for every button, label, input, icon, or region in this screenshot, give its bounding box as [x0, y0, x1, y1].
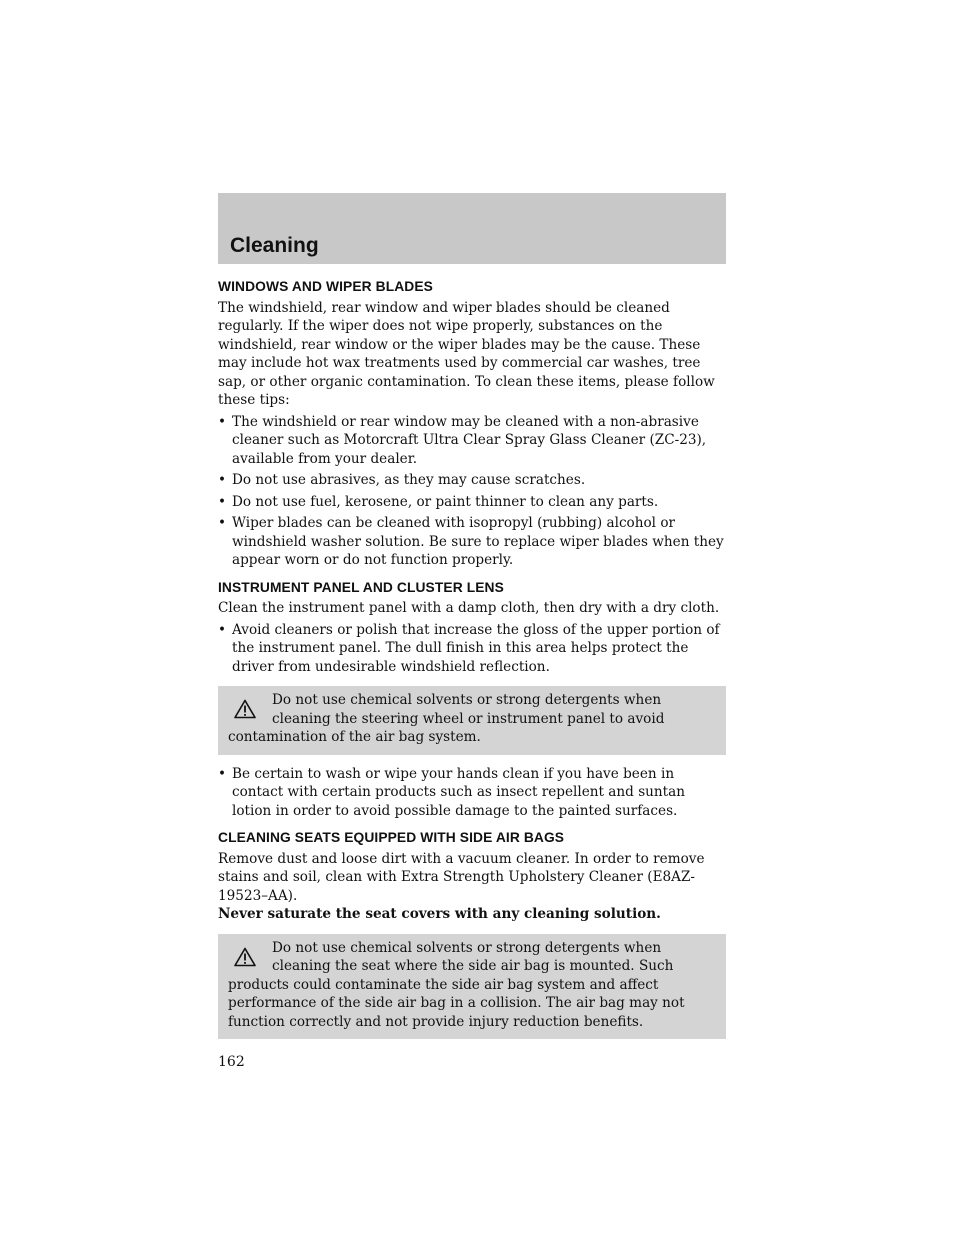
section-intro-windows: The windshield, rear window and wiper blades should be cleaned regularly. If the wiper does not wipe properly, substances on the windshield, rear window or the wiper blades may be the cause. These may include hot wax treatments used by commercial car washes, tree sap, or other organic contamination. To clean these items, please follow these tips: — [218, 299, 715, 408]
chapter-header — [218, 193, 726, 264]
list-item-text: Wiper blades can be cleaned with isopropyl (rubbing) alcohol or windshield washer solution. Be sure to replace wiper blades when they appear worn or do not function properly. — [232, 515, 724, 568]
tips-list-instrument-panel — [218, 621, 726, 677]
section-intro-instrument-panel: Clean the instrument panel with a damp cloth, then dry with a dry cloth. — [218, 600, 720, 616]
tips-list-windows — [218, 413, 726, 570]
bold-note-seats: Never saturate the seat covers with any cleaning solution. — [218, 906, 661, 922]
page-number: 162 — [218, 1054, 245, 1070]
section-intro-seats: Remove dust and loose dirt with a vacuum cleaner. In order to remove stains and soil, clean with Extra Strength Upholstery Cleaner (E8AZ-19523–AA). — [218, 850, 705, 904]
page-content — [218, 264, 726, 1072]
warning-text: Do not use chemical solvents or strong detergents when cleaning the steering wheel or instrument panel to avoid contamination of the air bag system. — [228, 692, 665, 745]
warning-triangle-icon — [234, 699, 256, 719]
manual-page — [218, 193, 726, 1072]
warning-triangle-icon — [234, 947, 256, 967]
list-item — [218, 413, 726, 469]
tips-list-instrument-panel-after — [218, 765, 726, 821]
warning-box-instrument-panel — [218, 686, 726, 755]
list-item — [218, 493, 726, 512]
list-item — [218, 621, 726, 677]
bullet-icon: • — [218, 621, 227, 638]
list-item-text: The windshield or rear window may be cleaned with a non-abrasive cleaner such as Motorcraft Ultra Clear Spray Glass Cleaner (ZC-23), available from your dealer. — [232, 413, 707, 467]
list-item-text: Be certain to wash or wipe your hands clean if you have been in contact with certain products such as insect repellent and suntan lotion in order to avoid possible damage to the painted surfaces. — [232, 765, 686, 819]
section-heading-windows: WINDOWS AND WIPER BLADES — [218, 279, 433, 294]
list-item — [218, 471, 726, 490]
section-heading-seats: CLEANING SEATS EQUIPPED WITH SIDE AIR BAGS — [218, 830, 565, 845]
bullet-icon: • — [218, 413, 227, 430]
list-item — [218, 765, 726, 821]
bullet-icon: • — [218, 765, 227, 782]
chapter-title: Cleaning — [230, 234, 319, 257]
warning-box-seats — [218, 934, 726, 1040]
bullet-icon: • — [218, 515, 227, 531]
list-item — [218, 514, 726, 570]
warning-text: Do not use chemical solvents or strong detergents when cleaning the seat where the side air bag is mounted. Such products could contaminate the side air bag system and affect performance of the side air bag in a collision. The air bag may not function correctly and not provide injury reduction benefits. — [228, 939, 685, 1030]
bullet-icon: • — [218, 493, 227, 510]
list-item-text: Do not use fuel, kerosene, or paint thinner to clean any parts. — [232, 493, 659, 510]
section-heading-instrument-panel: INSTRUMENT PANEL AND CLUSTER LENS — [218, 579, 504, 595]
bullet-icon: • — [218, 472, 227, 488]
list-item-text: Do not use abrasives, as they may cause scratches. — [232, 472, 586, 488]
list-item-text: Avoid cleaners or polish that increase the gloss of the upper portion of the instrument panel. The dull finish in this area helps protect the driver from undesirable windshield reflection. — [232, 621, 720, 675]
